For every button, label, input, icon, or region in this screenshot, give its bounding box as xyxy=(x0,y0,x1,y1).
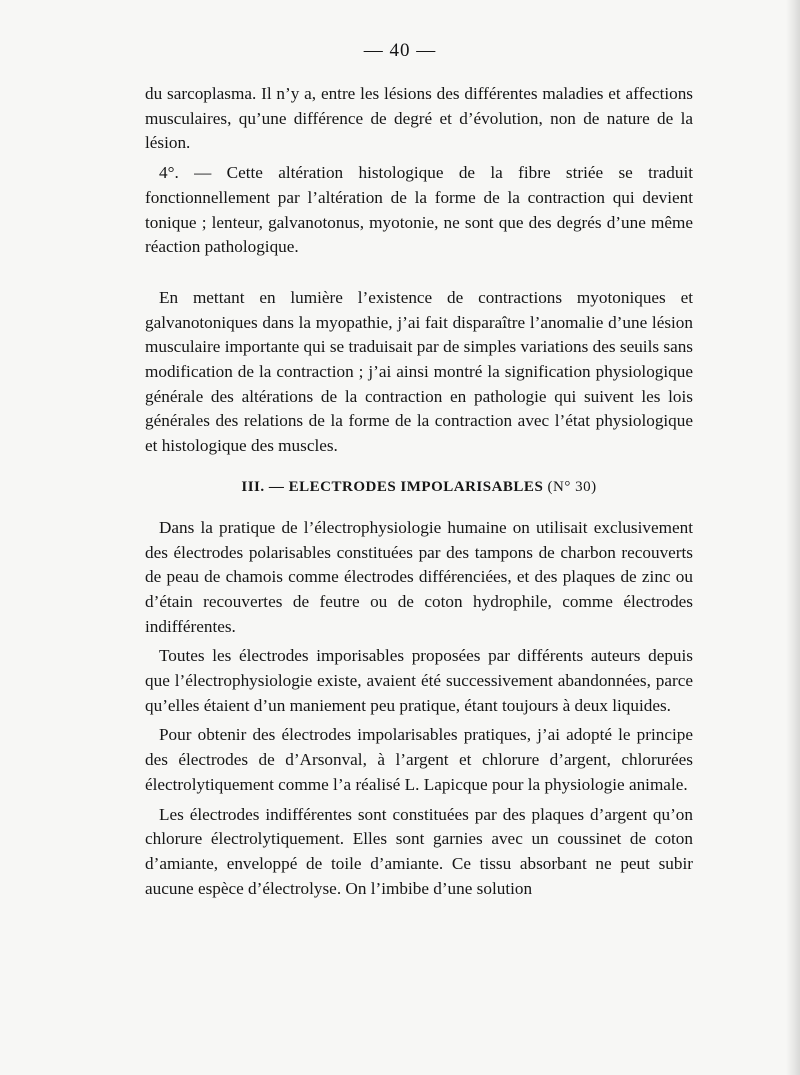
paragraph-indifferent-electrodes: Les électrodes indifférentes sont constituées par des plaques d’argent qu’on chlorure électrolytiquement. Elles sont garnies avec un coussinet de coton d’amiante, enveloppé de toile d’amiante. Ce tissu absorbant ne peut subir aucune espèce d’électrolyse. On l’imbibe d’une solution xyxy=(145,804,693,898)
paragraph-arsonval-principle: Pour obtenir des électrodes impolarisables pratiques, j’ai adopté le principe des électrodes de d’Arsonval, à l’argent et chlorure d’argent, chlorurées électrolytiquement comme l’a réalisé L. Lapicque pour la physiologie animale. xyxy=(145,725,693,794)
section-heading-title: III. — ELECTRODES IMPOLARISABLES xyxy=(241,478,544,495)
body-text xyxy=(145,82,693,901)
section-heading-reference: (N° 30) xyxy=(547,478,597,495)
page-edge-shadow xyxy=(786,0,800,1075)
section-heading xyxy=(145,479,693,496)
paragraph-continuation: du sarcoplasma. Il n’y a, entre les lésions des différentes maladies et affections musculaires, qu’une différence de degré et d’évolution, non de nature de la lésion. xyxy=(145,84,693,153)
paragraph-abandoned-electrodes: Toutes les électrodes imporisables proposées par différents auteurs depuis que l’électrophysiologie existe, avaient été successivement abandonnées, parce qu’elles étaient d’un maniement peu pratique, étant toujours à deux liquides. xyxy=(145,646,693,715)
page-number: — 40 — xyxy=(363,40,437,61)
paragraph-myotonic-contractions: En mettant en lumière l’existence de contractions myotoniques et galvanotoniques dans la myopathie, j’ai fait disparaître l’anomalie d’une lésion musculaire importante qui se traduisait par de simples variations des seuils sans modification de la contraction ; j’ai ainsi montré la signification physiologique générale des altérations de la contraction en pathologie qui suivent les lois générales des relations de la forme de la contraction avec l’état physiologique et histologique des muscles. xyxy=(145,287,693,456)
paragraph-point-4: 4°. — Cette altération histologique de la fibre striée se traduit fonctionnellement par l’altération de la forme de la contraction qui devient tonique ; lenteur, galvanotonus, myotonie, ne sont que des degrés d’une même réaction pathologique. xyxy=(145,163,693,257)
paragraph-polarisable-electrodes: Dans la pratique de l’électrophysiologie humaine on utilisait exclusivement des électrodes polarisables constituées par des tampons de charbon recouverts de peau de chamois comme électrodes différenciées, et des plaques de zinc ou d’étain recouvertes de feutre ou de coton hydrophile, comme électrodes indifférentes. xyxy=(145,517,693,636)
